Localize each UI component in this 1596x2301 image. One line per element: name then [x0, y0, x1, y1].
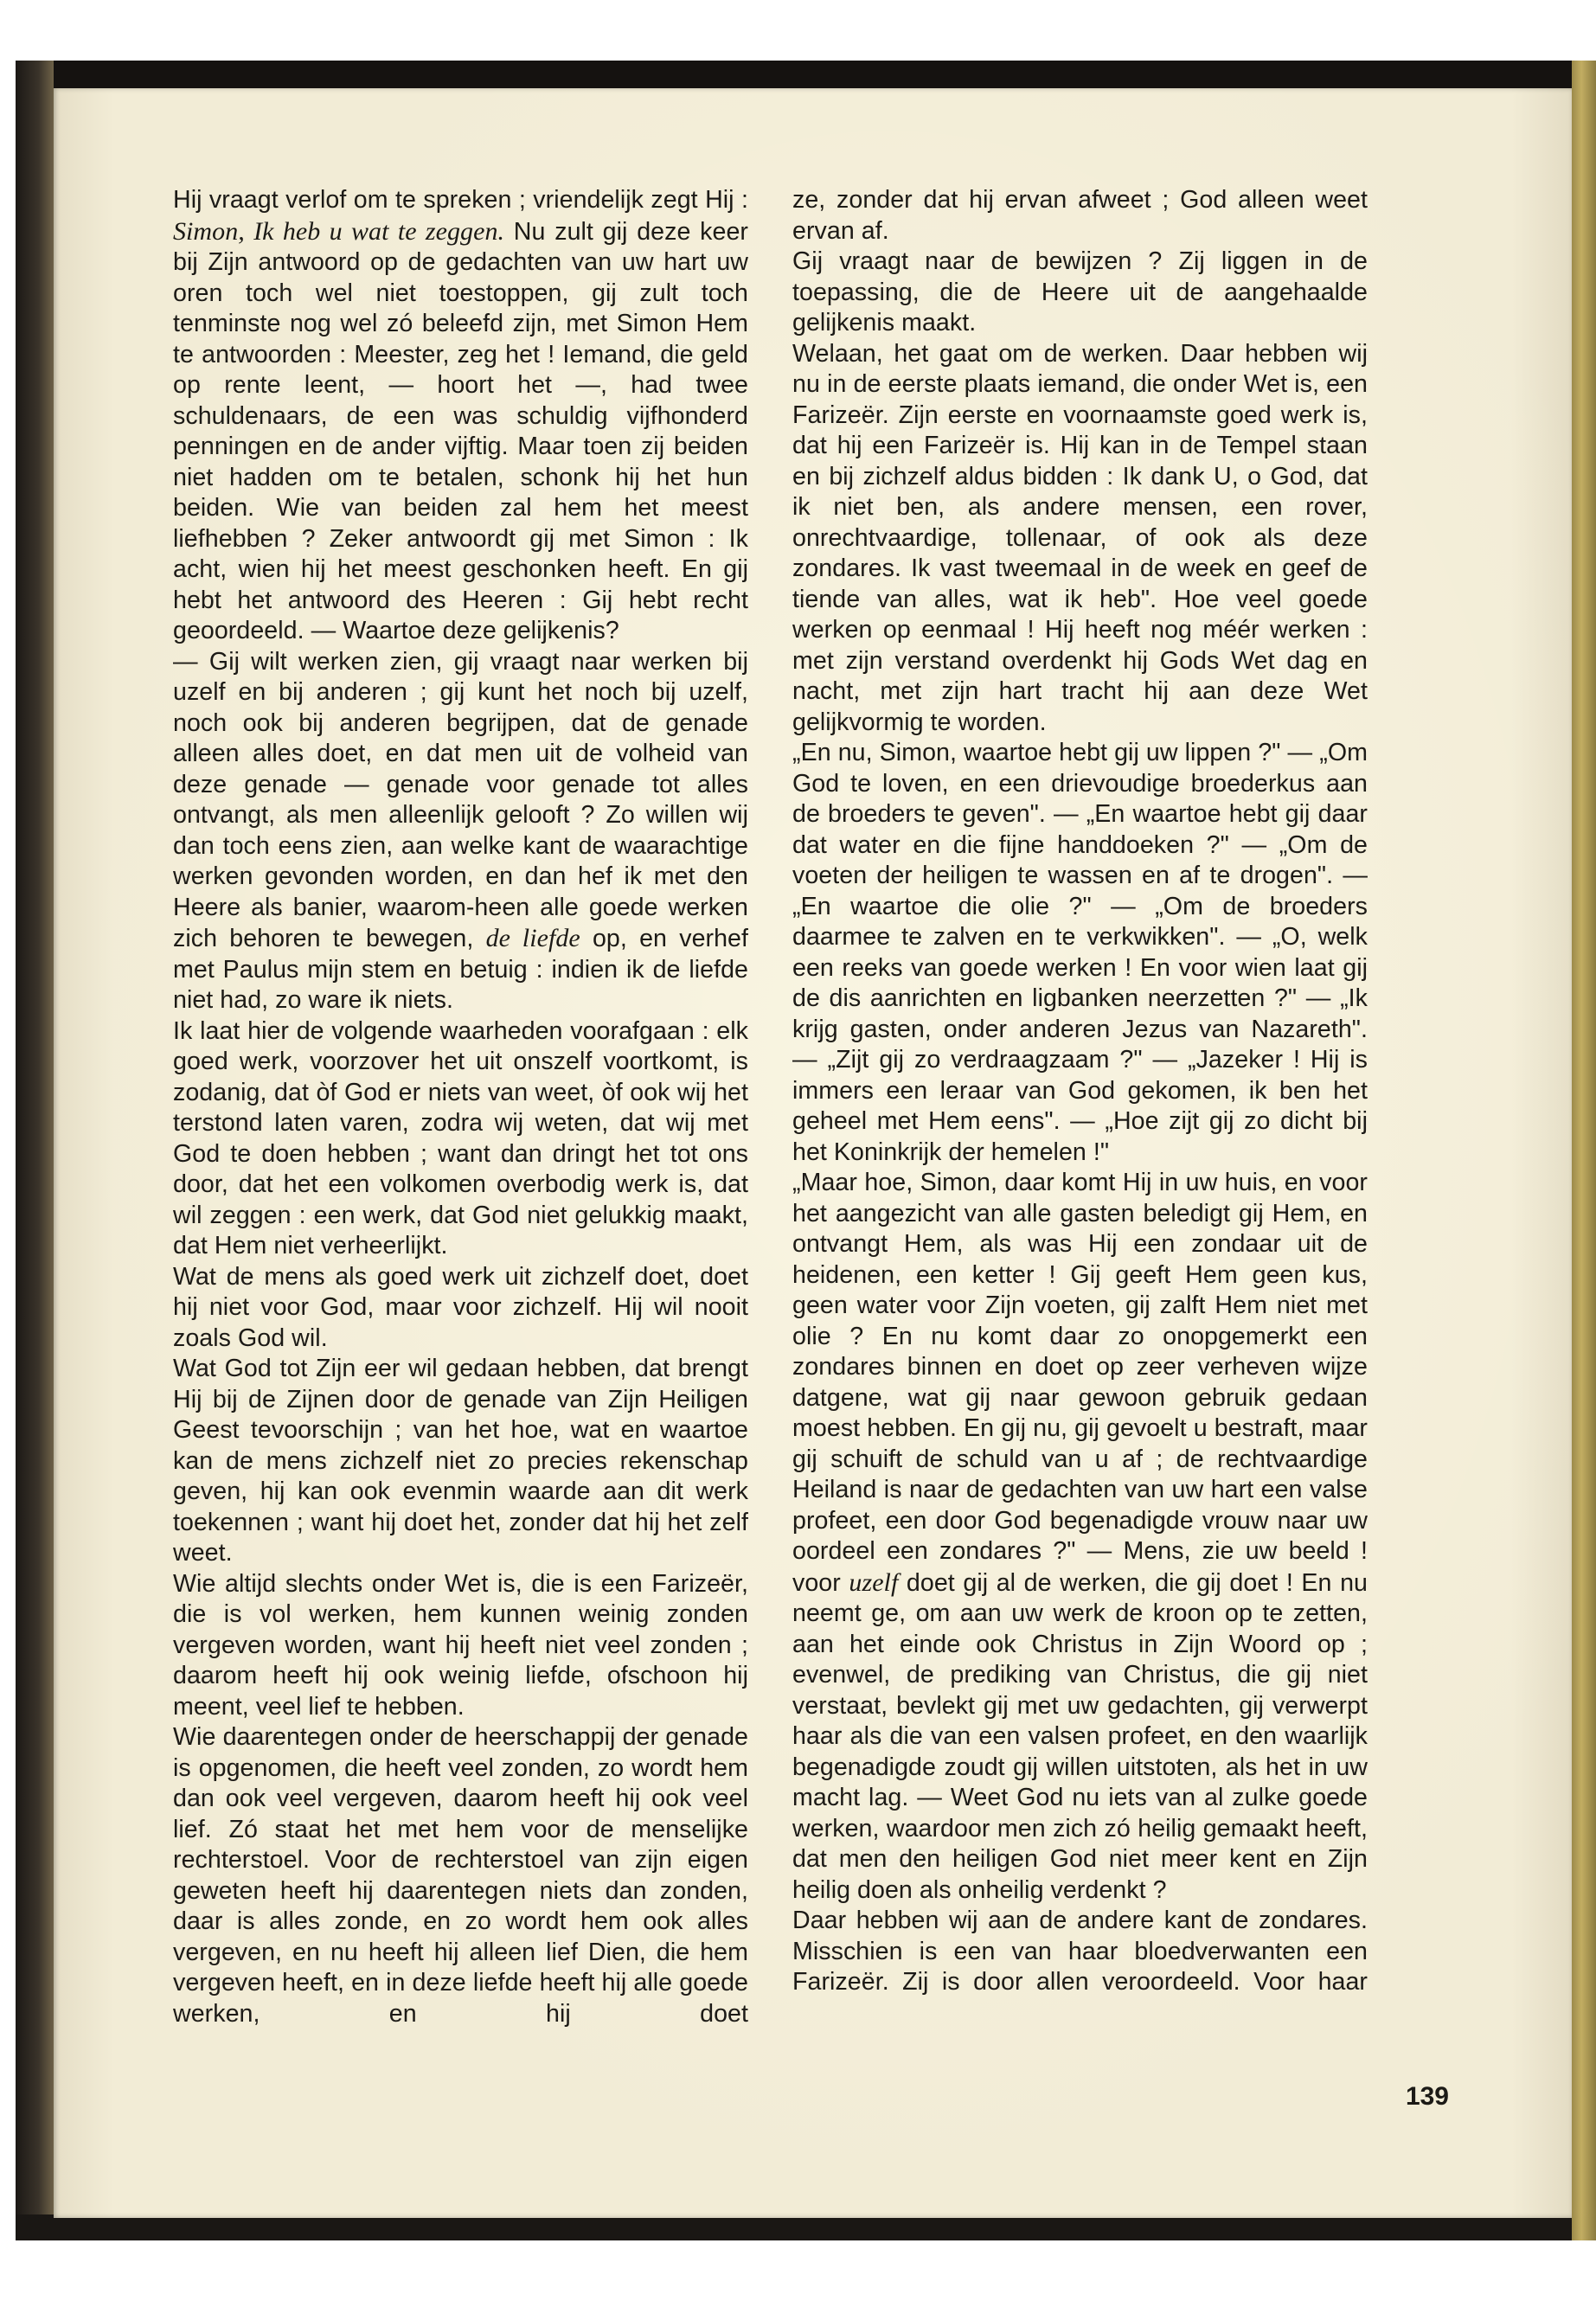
italic-quote: Simon, Ik heb u wat te zeggen. — [173, 216, 505, 246]
paragraph: Gij vraagt naar de bewijzen ? Zij liggen in de toepassing, die de Heere uit de aangehaalde gelijkenis maakt. — [792, 247, 1368, 336]
right-text-column — [792, 185, 1368, 1998]
scan-border-bottom — [16, 2214, 1596, 2240]
italic-emphasis: uzelf — [849, 1567, 899, 1597]
left-text-column — [173, 185, 748, 2029]
paragraph: „En nu, Simon, waartoe hebt gij uw lippen ?" — „Om God te loven, en een drievoudige broederkus aan de broeders te geven". — „En waartoe hebt gij daar dat water en die fijne handdoeken ?" — „Om de voeten der heiligen te wassen en af te drogen". — „En waartoe die olie ?" — „Om de broeders daarmee te zalven en te verkwikken". — „O, welk een reeks van goede werken ! En voor wien laat gij de dis aanrichten en ligbanken neerzetten ?" — „Ik krijg gasten, onder anderen Jezus van Nazareth". — „Zijt gij zo verdraagzaam ?" — „Jazeker ! Hij is immers een leraar van God gekomen, ik ben het geheel met Hem eens". — „Hoe zijt gij zo dicht bij het Koninkrijk der hemelen !" — [792, 739, 1368, 1166]
paragraph: Ik laat hier de volgende waarheden voorafgaan : elk goed werk, voorzover het uit onszelf voortkomt, is zodanig, dat òf God er niets van weet, òf ook wij het terstond laten varen, zodra wij weten, dat wij met God te doen hebben ; want dan dringt het tot ons door, dat het een volkomen overbodig werk is, dat wil zeggen : een werk, dat God niet gelukkig maakt, dat Hem niet verheerlijkt. — [173, 1016, 748, 1259]
paragraph: Daar hebben wij aan de andere kant de zondares. Misschien is een van haar bloedverwanten een Farizeër. Zij is door allen veroordeeld. Voor haar — [792, 1907, 1368, 1996]
paragraph: Wie daarentegen onder de heerschappij der genade is opgenomen, die heeft veel zonden, zo wordt hem dan ook veel vergeven, daarom heeft hij ook veel lief. Zó staat het met hem voor de menselijke rechterstoel. Voor de rechterstoel van zijn eigen geweten heeft hij daarentegen niets dan zonden, daar is alles zonde, en zo wordt hem ook alles vergeven, en nu heeft hij alleen lief Dien, die hem vergeven heeft, en in deze liefde heeft hij alle goede werken, en hij doet — [173, 1723, 748, 2028]
paragraph: „Maar hoe, Simon, daar komt Hij in uw huis, en voor het aangezicht van alle gasten beledigt gij Hem, en ontvangt Hem, als was Hij een zondaar uit de heidenen, een ketter ! Gij geeft Hem geen kus, geen water voor Zijn voeten, gij zalft Hem niet met olie ? En nu komt daar zo onopgemerkt een zondares binnen en doet op zeer verheven wijze datgene, wat gij naar gewoon gebruik gedaan moest hebben. En gij nu, gij gevoelt u bestraft, maar gij schuift de schuld van u af ; de rechtvaardige Heiland is naar de gedachten van uw hart een valse profeet, een door God begenadigde vrouw naar uw oordeel een zondares ?" — Mens, zie uw beeld ! voor uzelf doet gij al de werken, die gij doet ! En nu neemt ge, om aan uw werk de kroon op te zetten, aan het einde ook Christus in Zijn Woord op ; evenwel, de prediking van Christus, die gij niet verstaat, bevlekt gij met uw gedachten, gij verwerpt haar als die van een valsen profeet, en den waarlijk begenadigde zoudt gij willen uitstoten, als het in uw macht lag. — Weet God nu iets van al zulke goede werken, waardoor men zich zó heilig gemaakt heeft, dat men den heiligen God niet meer kent en Zijn heilig doen als onheilig verdenkt ? — [792, 1169, 1368, 1904]
italic-emphasis: de liefde — [485, 924, 580, 952]
paragraph: Welaan, het gaat om de werken. Daar hebben wij nu in de eerste plaats iemand, die onder Wet is, een Farizeër. Zijn eerste en voornaamste goed werk is, dat hij een Farizeër is. Hij kan in de Tempel staan en bij zichzelf aldus bidden : Ik dank U, o God, dat ik niet ben, als andere mensen, een rover, onrechtvaardige, tollenaar, of ook als deze zondares. Ik vast tweemaal in de week en geef de tiende van alles, wat ik heb". Hoe veel goede werken op eenmaal ! Hij heeft nog méér werken : met zijn verstand overdenkt hij Gods Wet dag en nacht, met zijn hart tracht hij aan deze Wet gelijkvormig te worden. — [792, 339, 1368, 736]
paragraph: — Gij wilt werken zien, gij vraagt naar werken bij uzelf en bij anderen ; gij kunt het noch bij uzelf, noch ook bij anderen begrijpen, dat de genade alleen alles doet, en dat men uit de volheid van deze genade — genade voor genade tot alles ontvangt, als men alleenlijk gelooft ? Zo willen wij dan toch eens zien, aan welke kant de waarachtige werken gevonden worden, en dan hef ik met den Heere als banier, waarom-heen alle goede werken zich behoren te bewegen, de liefde op, en verhef met Paulus mijn stem en betuig : indien ik de liefde niet had, zo ware ik niets. — [173, 647, 749, 1014]
paragraph: ze, zonder dat hij ervan afweet ; God alleen weet ervan af. — [792, 186, 1368, 245]
paragraph: Hij vraagt verlof om te spreken ; vriendelijk zegt Hij : Simon, Ik heb u wat te zeggen. Nu zult gij deze keer bij Zijn antwoord op de gedachten van uw hart uw oren toch wel niet toestoppen, gij zult toch tenminste nog wel zó beleefd zijn, met Simon Hem te antwoorden : Meester, zeg het ! Iemand, die geld op rente leent, — hoort het —, had twee schuldenaars, de een was schuldig vijfhonderd penningen en de ander vijftig. Maar toen zij beiden niet hadden om te betalen, schonk hij het hun beiden. Wie van beiden zal hem het meest liefhebben ? Zeker antwoordt gij met Simon : Ik acht, wien hij het meest geschonken heeft. En gij hebt het antwoord des Heeren : Gij hebt recht geoordeeld. — Waartoe deze gelijkenis? — [173, 186, 749, 644]
paragraph: Wie altijd slechts onder Wet is, die is een Farizeër, die is vol werken, hem kunnen weinig zonden vergeven worden, want hij heeft niet veel zonden ; daarom heeft hij ook weinig liefde, ofschoon hij meent, veel lief te hebben. — [173, 1569, 748, 1721]
book-binding-edge — [16, 61, 54, 2240]
page-number: 139 — [1405, 2082, 1449, 2111]
paragraph: Wat de mens als goed werk uit zichzelf doet, doet hij niet voor God, maar voor zichzelf. Hij wil nooit zoals God wil. — [173, 1262, 748, 1352]
book-cover-edge — [1572, 61, 1596, 2240]
paragraph: Wat God tot Zijn eer wil gedaan hebben, dat brengt Hij bij de Zijnen door de genade van Zijn Heiligen Geest tevoorschijn ; van het hoe, wat en waartoe kan de mens zichzelf niet zo precies rekenschap geven, hij kan ook evenmin waarde aan dit werk toekennen ; want hij doet het, zonder dat hij het zelf weet. — [173, 1355, 748, 1567]
